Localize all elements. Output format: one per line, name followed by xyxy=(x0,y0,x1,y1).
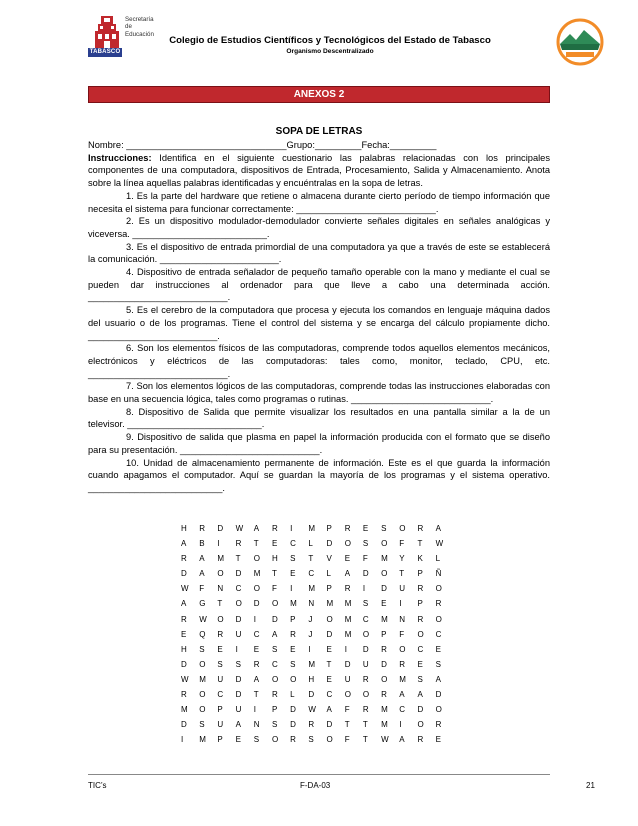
grid-letter: R xyxy=(344,524,351,533)
grid-letter: J xyxy=(308,629,313,639)
grid-letter: R xyxy=(235,539,242,549)
grid-letter: R xyxy=(271,524,278,533)
grid-letter: E xyxy=(217,644,223,654)
grid-letter: W xyxy=(181,584,189,594)
grid-letter: I xyxy=(399,599,402,609)
grid-letter: M xyxy=(290,599,297,609)
grid-letter: M xyxy=(344,629,352,639)
grid-letter: I xyxy=(308,644,311,654)
grid-letter: A xyxy=(344,569,351,579)
grid-letter: E xyxy=(344,554,351,564)
grid-letter: W xyxy=(181,674,189,684)
grid-letter: O xyxy=(199,659,206,669)
grid-letter: S xyxy=(217,659,223,669)
grid-letter: O xyxy=(362,629,370,639)
grid-letter: M xyxy=(381,705,388,715)
grid-letter: C xyxy=(271,659,278,669)
question-4: 4. Dispositivo de entrada señalador de pequeño tamaño operable con la mano y mediante el cual se pueden dar instrucciones al ordenador para que lleve a cabo una determinada acción. ___________________________. xyxy=(88,267,550,303)
grid-letter: D xyxy=(235,690,242,700)
form-line: Nombre: _______________________________Grupo:_________Fecha:_________ xyxy=(88,140,437,150)
grid-letter: Q xyxy=(199,629,206,639)
grid-letter: R xyxy=(435,720,442,730)
grid-letter: O xyxy=(362,690,370,700)
grid-letter: U xyxy=(217,674,224,684)
grid-letter: S xyxy=(417,674,423,684)
grid-letter: H xyxy=(181,644,187,654)
grid-letter: D xyxy=(344,659,351,669)
grid-letter: F xyxy=(344,705,350,715)
grid-letter: I xyxy=(362,584,366,594)
grid-letter: S xyxy=(362,599,369,609)
grid-letter: O xyxy=(417,720,424,730)
grid-letter: E xyxy=(290,569,296,579)
grid-letter: S xyxy=(235,659,241,669)
grid-letter: D xyxy=(381,584,387,594)
grid-letter: L xyxy=(308,539,313,549)
logo-text-line: Educación xyxy=(125,30,154,38)
grid-letter: A xyxy=(271,629,278,639)
institution-subtitle: Organismo Descentralizado xyxy=(286,48,374,55)
grid-letter: W xyxy=(435,539,444,549)
grid-letter: R xyxy=(435,599,442,609)
grid-letter: S xyxy=(199,644,205,654)
grid-letter: O xyxy=(399,524,406,533)
grid-letter: C xyxy=(308,569,315,579)
grid-letter: D xyxy=(290,720,296,730)
grid-letter: O xyxy=(381,674,388,684)
grid-letter: O xyxy=(435,584,442,594)
grid-letter: O xyxy=(435,705,442,715)
grid-letter: L xyxy=(435,554,441,564)
grid-letter: C xyxy=(417,644,424,654)
tower-icon xyxy=(92,14,122,48)
grid-letter: S xyxy=(199,720,205,730)
grid-letter: W xyxy=(381,735,389,745)
grid-letter: S xyxy=(290,659,296,669)
grid-letter: O xyxy=(199,690,206,700)
grid-letter: R xyxy=(362,674,369,684)
grid-letter: N xyxy=(253,720,260,730)
grid-letter: A xyxy=(399,735,405,745)
grid-letter: N xyxy=(217,584,224,594)
grid-letter: R xyxy=(181,690,187,700)
grid-letter: A xyxy=(253,524,260,533)
grid-letter: S xyxy=(308,735,314,745)
grid-letter: E xyxy=(290,644,296,654)
grid-letter: M xyxy=(308,659,315,669)
grid-letter: R xyxy=(290,735,296,745)
grid-letter: R xyxy=(290,629,296,639)
grid-letter: T xyxy=(344,720,350,730)
grid-letter: U xyxy=(344,674,351,684)
grid-letter: P xyxy=(217,705,223,715)
word-search-title: SOPA DE LETRAS xyxy=(275,126,363,137)
cecyte-logo-icon xyxy=(556,18,604,66)
grid-letter: C xyxy=(235,584,242,594)
grid-letter: E xyxy=(326,644,332,654)
grid-letter: O xyxy=(271,674,279,684)
grid-letter: V xyxy=(326,554,332,564)
grid-letter: D xyxy=(308,690,315,700)
annex-header-bar: ANEXOS 2 xyxy=(88,86,550,103)
question-1: 1. Es la parte del hardware que retiene o almacena durante cierto período de tiempo información que necesita el sistema para funcionar correctamente: ___________________________. xyxy=(88,190,550,214)
grid-letter: I xyxy=(217,539,220,549)
instructions xyxy=(88,152,550,190)
grid-letter: O xyxy=(271,735,279,745)
grid-letter: R xyxy=(417,584,424,594)
grid-letter: M xyxy=(399,674,406,684)
grid-letter: D xyxy=(435,690,442,700)
grid-letter: D xyxy=(253,599,260,609)
grid-letter: R xyxy=(417,614,424,624)
grid-letter: M xyxy=(381,614,388,624)
grid-letter: R xyxy=(417,735,424,745)
grid-letter: T xyxy=(253,690,259,700)
grid-letter: M xyxy=(308,524,315,533)
grid-letter: A xyxy=(435,524,441,533)
grid-letter: D xyxy=(362,569,369,579)
grid-letter: A xyxy=(399,690,405,700)
grid-letter: A xyxy=(181,599,187,609)
grid-letter: T xyxy=(271,569,277,579)
grid-letter: T xyxy=(362,735,368,745)
grid-letter: C xyxy=(362,614,369,624)
grid-letter: R xyxy=(381,644,387,654)
grid-letter: A xyxy=(199,569,205,579)
grid-letter: P xyxy=(417,599,423,609)
grid-letter: I xyxy=(290,584,293,594)
grid-letter: T xyxy=(326,659,332,669)
grid-letter: T xyxy=(253,539,259,549)
grid-letter: P xyxy=(217,735,223,745)
grid-letter: L xyxy=(326,569,331,579)
grid-letter: U xyxy=(235,629,242,639)
grid-letter: O xyxy=(290,674,297,684)
grid-letter: F xyxy=(271,584,277,594)
grid-letter: D xyxy=(381,659,387,669)
instructions-text: Identifica en el siguiente cuestionario las palabras relacionadas con los principales componentes de una computadora, dispositivos de Entrada, Procesamiento, Salida y Almacenamiento. Anota sobre la línea aquellas palabras identificadas y encuéntralas en la sopa de letras. xyxy=(88,152,550,189)
grid-letter: R xyxy=(253,659,260,669)
grid-letter: M xyxy=(199,735,206,745)
grid-letter: D xyxy=(181,659,187,669)
grid-letter: U xyxy=(217,720,224,730)
document-body xyxy=(88,139,550,495)
grid-letter: A xyxy=(435,674,441,684)
grid-letter: M xyxy=(381,720,388,730)
grid-letter: D xyxy=(417,705,424,715)
grid-letter: D xyxy=(290,705,296,715)
grid-letter: E xyxy=(381,599,387,609)
grid-letter: F xyxy=(362,554,368,564)
grid-letter: A xyxy=(199,554,205,564)
grid-letter: A xyxy=(181,539,187,549)
grid-letter: O xyxy=(271,599,279,609)
grid-letter: D xyxy=(326,629,333,639)
grid-letter: R xyxy=(271,690,278,700)
grid-letter: M xyxy=(181,705,188,715)
grid-letter: N xyxy=(308,599,315,609)
institution-title: Colegio de Estudios Científicos y Tecnológicos del Estado de Tabasco xyxy=(169,35,491,46)
grid-letter: T xyxy=(399,569,405,579)
question-2: 2. Es un dispositivo modulador-demodulador convierte señales digitales en señales analógicas y viceversa. __________________________. xyxy=(88,216,550,239)
grid-letter: F xyxy=(344,735,350,745)
logo-text-line: de xyxy=(125,23,132,31)
grid-letter: E xyxy=(435,735,441,745)
grid-letter: R xyxy=(399,659,406,669)
grid-letter: Y xyxy=(399,554,405,564)
grid-letter: I xyxy=(181,735,184,745)
grid-letter: C xyxy=(290,539,296,549)
grid-letter: E xyxy=(271,539,278,549)
question-6: 6. Son los elementos físicos de las computadoras, comprende todos aquellos elementos mecánicos, electrónicos y eléctricos de las computadoras: tales como, monitor, teclado, CPU, etc. ___________________________. xyxy=(88,343,550,379)
grid-letter: R xyxy=(217,629,224,639)
grid-letter: D xyxy=(181,569,187,579)
grid-letter: I xyxy=(399,720,402,730)
page-number: 21 xyxy=(586,781,595,790)
grid-letter: P xyxy=(271,705,278,715)
grid-letter: K xyxy=(417,554,423,564)
grid-letter: T xyxy=(235,554,241,564)
footer-code: F-DA-03 xyxy=(300,781,331,790)
question-8: 8. Dispositivo de Salida que permite visualizar los resultados en una pantalla similar a la de un televisor. __________________________. xyxy=(88,406,550,430)
grid-letter: F xyxy=(199,584,205,594)
grid-letter: D xyxy=(235,569,242,579)
grid-letter: O xyxy=(435,614,442,624)
grid-letter: A xyxy=(417,690,423,700)
grid-letter: C xyxy=(326,690,333,700)
grid-letter: O xyxy=(217,614,224,624)
grid-letter: D xyxy=(181,720,187,730)
grid-letter: F xyxy=(399,629,405,639)
grid-letter: I xyxy=(235,644,238,654)
grid-letter: E xyxy=(326,674,332,684)
question-3: 3. Es el dispositivo de entrada primordial de una computadora ya que a través de este se establecerá la comunicación. _______________________. xyxy=(88,241,550,265)
grid-letter: S xyxy=(271,644,278,654)
grid-letter: T xyxy=(417,539,423,549)
grid-letter: S xyxy=(362,539,369,549)
grid-letter: O xyxy=(399,644,406,654)
grid-letter: M xyxy=(308,584,315,594)
grid-letter: T xyxy=(217,599,223,609)
grid-letter: O xyxy=(344,690,351,700)
grid-letter: C xyxy=(253,629,260,639)
grid-letter: O xyxy=(326,735,333,745)
logo-text-line: Secretaría xyxy=(125,16,154,23)
question-7: 7. Son los elementos lógicos de las computadoras, comprende todas las instrucciones elaboradas con base en una secuencia lógica, tales como programas o rutinas. ___________________________. xyxy=(88,381,550,405)
grid-letter: P xyxy=(290,614,296,624)
grid-letter: I xyxy=(253,614,256,624)
grid-letter: D xyxy=(235,674,242,684)
grid-letter: H xyxy=(308,674,315,684)
grid-letter: M xyxy=(344,614,352,624)
grid-letter: D xyxy=(326,539,333,549)
grid-letter: M xyxy=(326,599,334,609)
grid-letter: O xyxy=(253,554,260,564)
grid-letter: H xyxy=(181,524,187,533)
grid-letter: E xyxy=(235,735,241,745)
grid-letter: W xyxy=(199,614,207,624)
grid-letter: O xyxy=(344,539,351,549)
grid-letter: E xyxy=(417,659,423,669)
grid-letter: W xyxy=(235,524,244,533)
instructions-label: Instrucciones: xyxy=(88,152,152,163)
grid-letter: M xyxy=(199,674,206,684)
grid-letter: E xyxy=(362,524,369,533)
grid-letter: U xyxy=(235,705,242,715)
grid-letter: R xyxy=(308,720,315,730)
grid-letter: G xyxy=(199,599,206,609)
grid-letter: D xyxy=(271,614,278,624)
grid-letter: O xyxy=(417,629,424,639)
question-5: 5. Es el cerebro de la computadora que procesa y ejecuta los comandos en lenguaje máquina dados del usuario o de los programas. Tiene el control del sistema y se encarga del cálculo propiamente dicho. _________________________. xyxy=(88,305,550,341)
grid-letter: L xyxy=(290,690,295,700)
grid-letter: I xyxy=(344,644,347,654)
word-search-grid xyxy=(181,521,454,747)
grid-letter: D xyxy=(217,524,224,533)
footer-divider xyxy=(88,774,550,775)
grid-letter: J xyxy=(308,614,313,624)
grid-letter: R xyxy=(181,614,187,624)
grid-letter: A xyxy=(326,705,332,715)
grid-letter: M xyxy=(217,554,225,564)
grid-letter: H xyxy=(271,554,278,564)
question-9: 9. Dispositivo de salida que plasma en papel la información producida con el formato que se diseño para su presentación. ___________________________. xyxy=(88,432,550,455)
question-10: 10. Unidad de almacenamiento permanente de información. Este es el que guarda la información cuando apagamos el computador. Aquí se guardan la mayoría de los programas y el sistema operativo. __________________________. xyxy=(88,457,550,493)
grid-letter: S xyxy=(381,524,387,533)
grid-letter: R xyxy=(181,554,187,564)
grid-letter: B xyxy=(199,539,205,549)
grid-letter: M xyxy=(381,554,388,564)
grid-letter: R xyxy=(362,705,369,715)
grid-letter: P xyxy=(326,524,332,533)
grid-letter: S xyxy=(271,720,278,730)
grid-letter: C xyxy=(399,705,406,715)
grid-letter: E xyxy=(181,629,187,639)
grid-letter: O xyxy=(381,569,388,579)
grid-letter: P xyxy=(417,569,423,579)
grid-letter: S xyxy=(253,735,260,745)
grid-letter: D xyxy=(235,614,242,624)
grid-letter: N xyxy=(399,614,406,624)
logo-banner: TABASCO xyxy=(89,49,121,55)
grid-letter: T xyxy=(308,554,314,564)
grid-letter: C xyxy=(217,690,224,700)
grid-letter: M xyxy=(344,599,352,609)
grid-letter: E xyxy=(253,644,260,654)
grid-letter: O xyxy=(235,599,242,609)
grid-letter: U xyxy=(399,584,406,594)
grid-letter: O xyxy=(381,539,388,549)
footer-subject: TIC’s xyxy=(88,781,107,790)
grid-letter: R xyxy=(381,690,387,700)
grid-letter: E xyxy=(435,644,441,654)
grid-letter: P xyxy=(381,629,387,639)
grid-letter: O xyxy=(253,584,260,594)
grid-letter: A xyxy=(235,720,241,730)
grid-letter: O xyxy=(217,569,224,579)
grid-letter: R xyxy=(344,584,351,594)
grid-letter: S xyxy=(290,554,296,564)
grid-letter: R xyxy=(417,524,424,533)
grid-letter: C xyxy=(435,629,442,639)
grid-letter: D xyxy=(362,644,369,654)
grid-letter: M xyxy=(253,569,261,579)
grid-letter: S xyxy=(435,659,441,669)
grid-letter: Ñ xyxy=(435,569,442,579)
grid-letter: R xyxy=(199,524,205,533)
grid-letter: F xyxy=(399,539,405,549)
grid-letter: A xyxy=(253,674,260,684)
grid-letter: T xyxy=(362,720,368,730)
grid-letter: O xyxy=(326,614,333,624)
grid-letter: D xyxy=(326,720,333,730)
grid-letter: W xyxy=(308,705,316,715)
grid-letter: O xyxy=(199,705,206,715)
grid-letter: U xyxy=(362,659,369,669)
grid-letter: I xyxy=(253,705,256,715)
grid-letter: P xyxy=(326,584,332,594)
grid-letter: I xyxy=(290,524,293,533)
